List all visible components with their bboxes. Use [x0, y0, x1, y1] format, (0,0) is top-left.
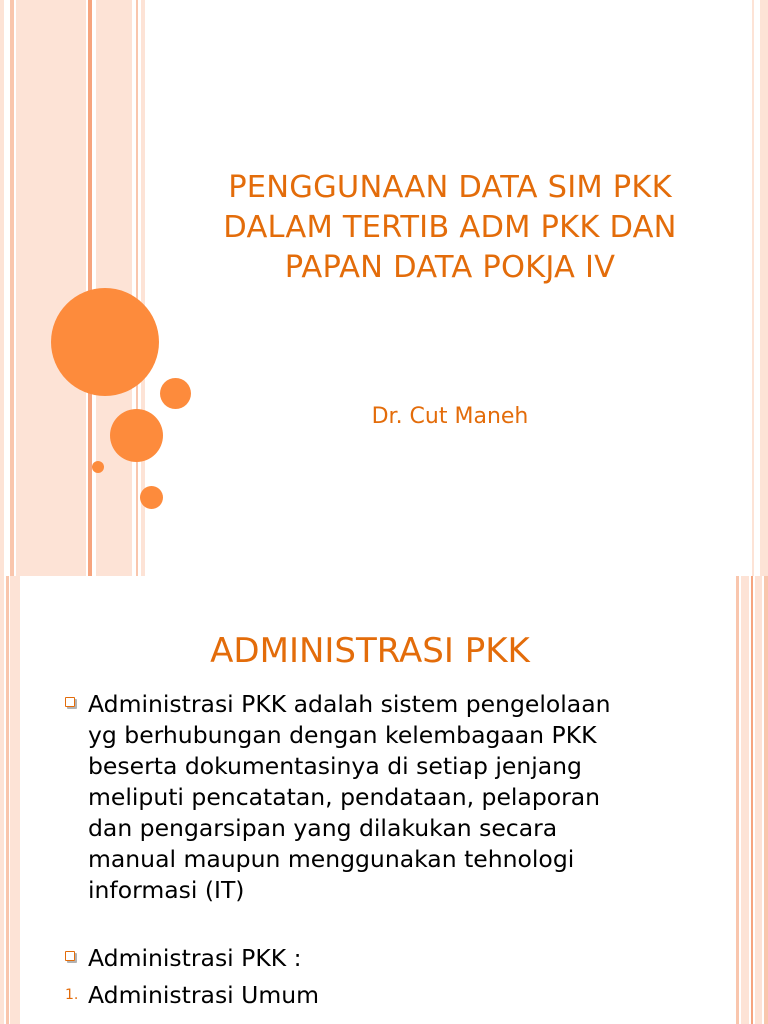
bullet-line: manual maupun menggunakan tehnologi — [88, 845, 575, 873]
decorative-stripe — [760, 0, 768, 576]
decorative-circle-tiny — [92, 461, 104, 473]
slide-subtitle: Dr. Cut Maneh — [371, 404, 529, 429]
decorative-stripe — [736, 576, 739, 1024]
slide-title-line: PENGGUNAAN DATA SIM PKK — [228, 170, 672, 205]
decorative-stripe — [0, 0, 4, 576]
decorative-circle-mini — [140, 486, 163, 509]
decorative-stripe — [751, 576, 753, 1024]
decorative-stripe — [752, 0, 754, 576]
content-slide — [0, 576, 768, 1024]
numbered-item — [64, 980, 704, 1011]
bullet-line: Administrasi PKK adalah sistem pengelolaan — [88, 690, 611, 718]
numbered-item-text: Administrasi Umum — [88, 981, 320, 1009]
slide-body — [64, 689, 704, 1011]
square-bullet-icon — [65, 951, 75, 961]
decorative-stripe — [741, 576, 749, 1024]
decorative-stripe — [10, 0, 14, 576]
bullet-line: meliputi pencatatan, pendataan, pelaporan — [88, 783, 601, 811]
slide-title-line: DALAM TERTIB ADM PKK DAN — [223, 210, 677, 245]
decorative-stripe — [136, 0, 138, 576]
list-number: 1. — [65, 987, 79, 1003]
slide-title — [180, 168, 720, 288]
bullet-line: yg berhubungan dengan kelembagaan PKK — [88, 721, 597, 749]
bullet-line: beserta dokumentasinya di setiap jenjang — [88, 752, 582, 780]
decorative-stripe — [88, 0, 92, 576]
slide-title-line: PAPAN DATA POKJA IV — [284, 250, 616, 285]
decorative-stripe — [0, 576, 4, 1024]
decorative-stripe — [764, 576, 768, 1024]
bullet-line: Administrasi PKK : — [88, 944, 302, 972]
decorative-circle-medium — [110, 409, 163, 462]
decorative-stripe — [16, 0, 86, 576]
bullet-line: dan pengarsipan yang dilakukan secara — [88, 814, 558, 842]
decorative-circle-large — [51, 288, 159, 396]
square-bullet-icon — [65, 697, 75, 707]
decorative-stripe — [10, 576, 20, 1024]
bullet-item — [64, 689, 704, 906]
decorative-stripe — [755, 576, 762, 1024]
section-heading: ADMINISTRASI PKK — [210, 631, 530, 671]
decorative-stripe — [6, 576, 9, 1024]
bullet-line: informasi (IT) — [88, 876, 245, 904]
bullet-item — [64, 943, 704, 974]
